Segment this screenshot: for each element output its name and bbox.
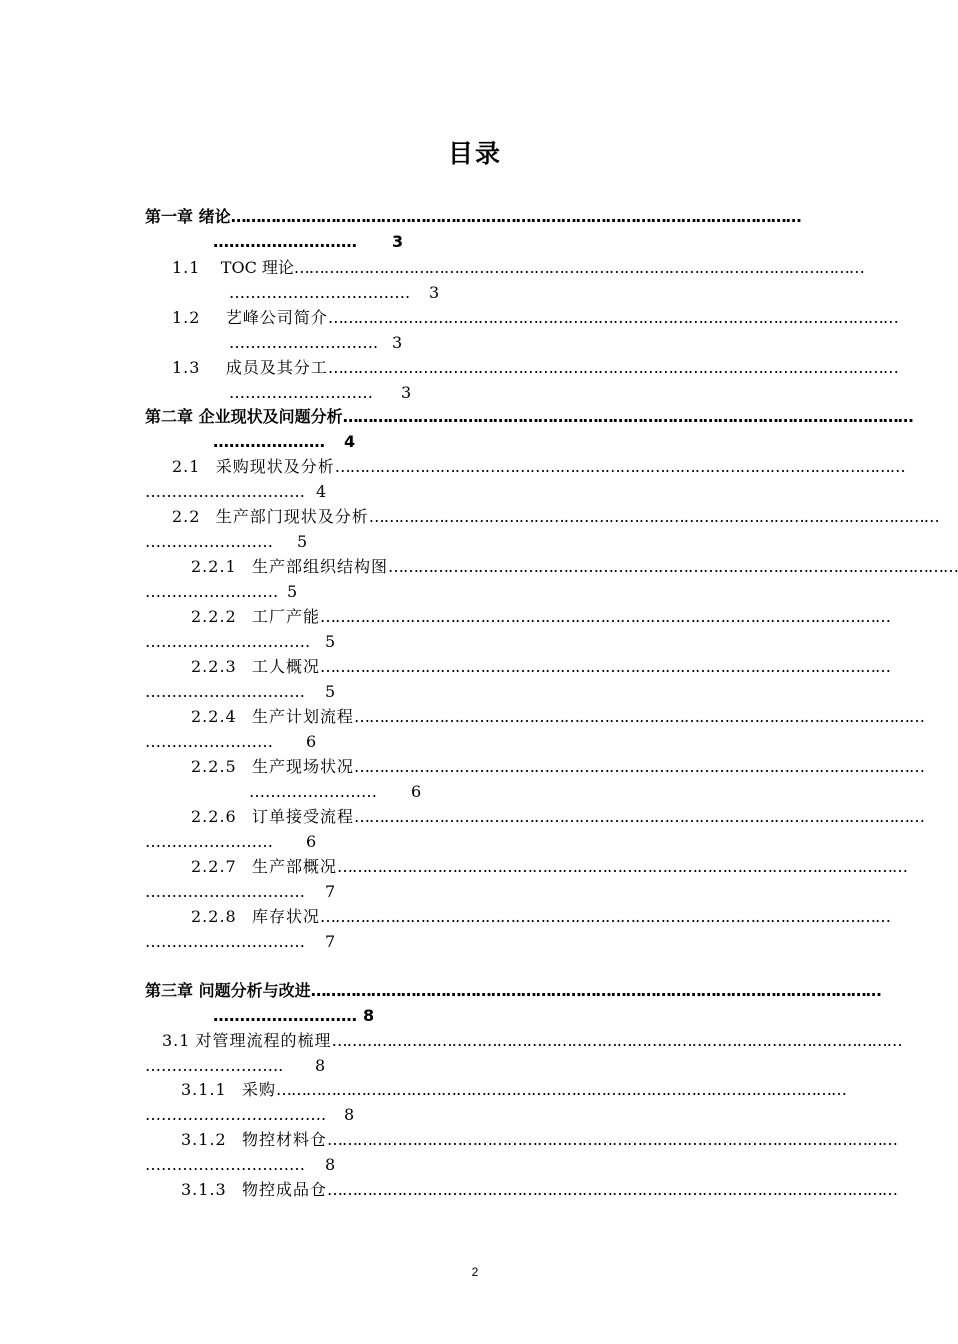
toc-page-number: 7: [325, 882, 336, 901]
toc-chapter-3[interactable]: [145, 981, 881, 1001]
leader-dots-continued: …………………: [213, 432, 325, 451]
toc-page-number: 6: [411, 782, 422, 801]
leader-dots: ……………………………………………………………………………………………………: [368, 507, 939, 526]
toc-section-label: 生产部组织结构图: [251, 557, 388, 576]
leader-dots-continued: ………………………: [213, 232, 357, 251]
toc-subsection-2-2-1[interactable]: [191, 557, 958, 577]
toc-page-number: 6: [306, 732, 317, 751]
toc-section-label: 物控材料仓: [241, 1130, 327, 1149]
leader-dots: ……………………………………………………………………………………………………: [327, 308, 898, 327]
toc-page-number: 8: [325, 1155, 336, 1174]
toc-page-number: 3: [392, 232, 404, 251]
leader-dots: ……………………………………………………………………………………………………: [320, 907, 890, 926]
toc-section-label: 工厂产能: [251, 607, 320, 626]
leader-dots-continued: …………………………: [145, 482, 305, 501]
leader-dots: ……………………………………………………………………………………………………: [327, 1180, 897, 1199]
toc-page-number: 3: [401, 383, 412, 402]
toc-section-number: 2.2.8: [191, 907, 237, 926]
leader-dots: ……………………………………………………………………………………………………: [354, 707, 924, 726]
leader-dots-continued: …………………………: [145, 932, 305, 951]
toc-section-label: 生产部概况: [251, 857, 337, 876]
toc-section-number: 2.2.2: [191, 607, 237, 626]
leader-dots-continued: ……………………..: [145, 1056, 284, 1075]
leader-dots-continued: ………………………: [229, 383, 373, 402]
leader-dots: ……………………………………………………………………………………………………: [276, 1080, 846, 1099]
toc-section-number: 3.1: [162, 1031, 191, 1050]
toc-chapter-label: 第一章 绪论: [145, 207, 231, 226]
leader-dots-continued: ……………………….: [229, 333, 379, 352]
toc-section-number: 3.1.3: [181, 1180, 227, 1199]
toc-section-number: 1.2: [172, 308, 201, 327]
toc-chapter-2[interactable]: [145, 407, 913, 427]
toc-page-number: 5: [325, 632, 336, 651]
leader-dots: ……………………………………………………………………………………………………: [327, 1130, 897, 1149]
leader-dots: ……………………………………………………………………………………………………: [327, 358, 898, 377]
toc-section-3-1[interactable]: [162, 1031, 902, 1051]
toc-page-number: 3: [392, 333, 403, 352]
toc-section-number: 2.2.6: [191, 807, 237, 826]
toc-section-number: 3.1.1: [181, 1080, 227, 1099]
toc-section-number: 2.2.1: [191, 557, 237, 576]
toc-section-number: 2.2.7: [191, 857, 237, 876]
toc-subsection-2-2-6[interactable]: [191, 807, 924, 827]
toc-page-number: 3: [429, 283, 440, 302]
toc-section-number: 2.2: [172, 507, 201, 526]
leader-dots: ……………………………………………………………………………………………………: [310, 981, 881, 1000]
toc-section-number: 2.2.3: [191, 657, 237, 676]
toc-section-number: 2.1: [172, 457, 201, 476]
toc-page-number: 8: [344, 1105, 355, 1124]
leader-dots: ……………………………………………………………………………………………………: [337, 857, 907, 876]
toc-section-label: 库存状况: [251, 907, 320, 926]
toc-subsection-2-2-3[interactable]: [191, 657, 890, 677]
toc-section-label: 生产现场状况: [251, 757, 354, 776]
leader-dots-continued: ……………………: [145, 732, 273, 751]
toc-chapter-1[interactable]: [145, 207, 805, 227]
leader-dots-continued: …………………………: [145, 882, 305, 901]
leader-dots: ……………………………………………………………………………………………………: [320, 607, 890, 626]
toc-section-2-1[interactable]: [172, 457, 905, 477]
toc-page-number: 7: [325, 932, 336, 951]
toc-chapter-label: 第二章 企业现状及问题分析: [145, 407, 343, 426]
leader-dots: ……………………………………………………………………………………………………: [293, 258, 864, 277]
toc-section-label: 成员及其分工: [225, 358, 328, 377]
toc-subsection-2-2-4[interactable]: [191, 707, 924, 727]
leader-dots-continued: …………………………….: [229, 283, 411, 302]
toc-section-number: 1.3: [172, 358, 201, 377]
leader-dots-continued: ………………………….: [145, 632, 311, 651]
toc-section-1-1[interactable]: [172, 258, 864, 278]
leader-dots: ……………………………………………………………………………………………………: [334, 457, 905, 476]
toc-page-number: 8: [363, 1006, 375, 1025]
toc-subsection-3-1-2[interactable]: [181, 1130, 897, 1150]
toc-page-number: 4: [344, 432, 356, 451]
toc-section-number: 1.1: [172, 258, 201, 277]
leader-dots: ……………………………………………………………………………………………………: [320, 657, 890, 676]
toc-subsection-3-1-1[interactable]: [181, 1080, 846, 1100]
leader-dots-continued: …………………………….: [145, 1105, 327, 1124]
toc-section-label: 生产计划流程: [251, 707, 354, 726]
toc-section-number: 3.1.2: [181, 1130, 227, 1149]
toc-subsection-2-2-5[interactable]: [191, 757, 924, 777]
leader-dots-continued: …………………………: [145, 1155, 305, 1174]
leader-dots: ……………………………………………………………………………………………………: [354, 807, 924, 826]
toc-section-label: 采购现状及分析: [215, 457, 335, 476]
toc-section-label: 订单接受流程: [251, 807, 354, 826]
toc-section-1-3[interactable]: [172, 358, 898, 378]
toc-section-number: 2.2.4: [191, 707, 237, 726]
toc-section-number: 2.2.5: [191, 757, 237, 776]
leader-dots: ……………………………………………………………………………………………………: [230, 207, 801, 226]
toc-page-number: 5: [297, 532, 308, 551]
toc-section-label: 物控成品仓: [241, 1180, 327, 1199]
toc-section-label: 生产部门现状及分析: [215, 507, 369, 526]
toc-page-number: 8: [315, 1056, 326, 1075]
toc-section-label: 采购: [241, 1080, 276, 1099]
leader-dots: ……………………………………………………………………………………………………: [354, 757, 924, 776]
toc-section-1-2[interactable]: [172, 308, 898, 328]
leader-dots-continued: ……………………: [145, 532, 273, 551]
page-title: 目录: [447, 139, 502, 168]
leader-dots-continued: ……………………: [145, 832, 273, 851]
toc-page-number: 6: [306, 832, 317, 851]
toc-subsection-2-2-7[interactable]: [191, 857, 907, 877]
toc-section-label: 对管理流程的梳理: [195, 1031, 332, 1050]
toc-page-number: 4: [316, 482, 327, 501]
leader-dots-continued: …………………………: [145, 682, 305, 701]
leader-dots-continued: ……………………: [249, 782, 377, 801]
toc-section-label: 工人概况: [251, 657, 320, 676]
toc-subsection-3-1-3[interactable]: [181, 1180, 897, 1200]
leader-dots: ……………………………………………………………………………………………………: [331, 1031, 902, 1050]
toc-section-2-2[interactable]: [172, 507, 939, 527]
toc-section-label: 艺峰公司简介: [225, 308, 328, 327]
leader-dots-continued: …………………….: [145, 582, 279, 601]
toc-subsection-2-2-2[interactable]: [191, 607, 890, 627]
toc-page-number: 5: [287, 582, 298, 601]
leader-dots-continued: ………………………: [213, 1006, 357, 1025]
toc-section-label: TOC 理论: [220, 258, 294, 277]
leader-dots: ……………………………………………………………………………………………………: [388, 557, 958, 576]
leader-dots: ……………………………………………………………………………………………………: [342, 407, 913, 426]
page-number: 2: [471, 1265, 479, 1279]
toc-page-number: 5: [325, 682, 336, 701]
toc-chapter-label: 第三章 问题分析与改进: [145, 981, 311, 1000]
toc-subsection-2-2-8[interactable]: [191, 907, 890, 927]
